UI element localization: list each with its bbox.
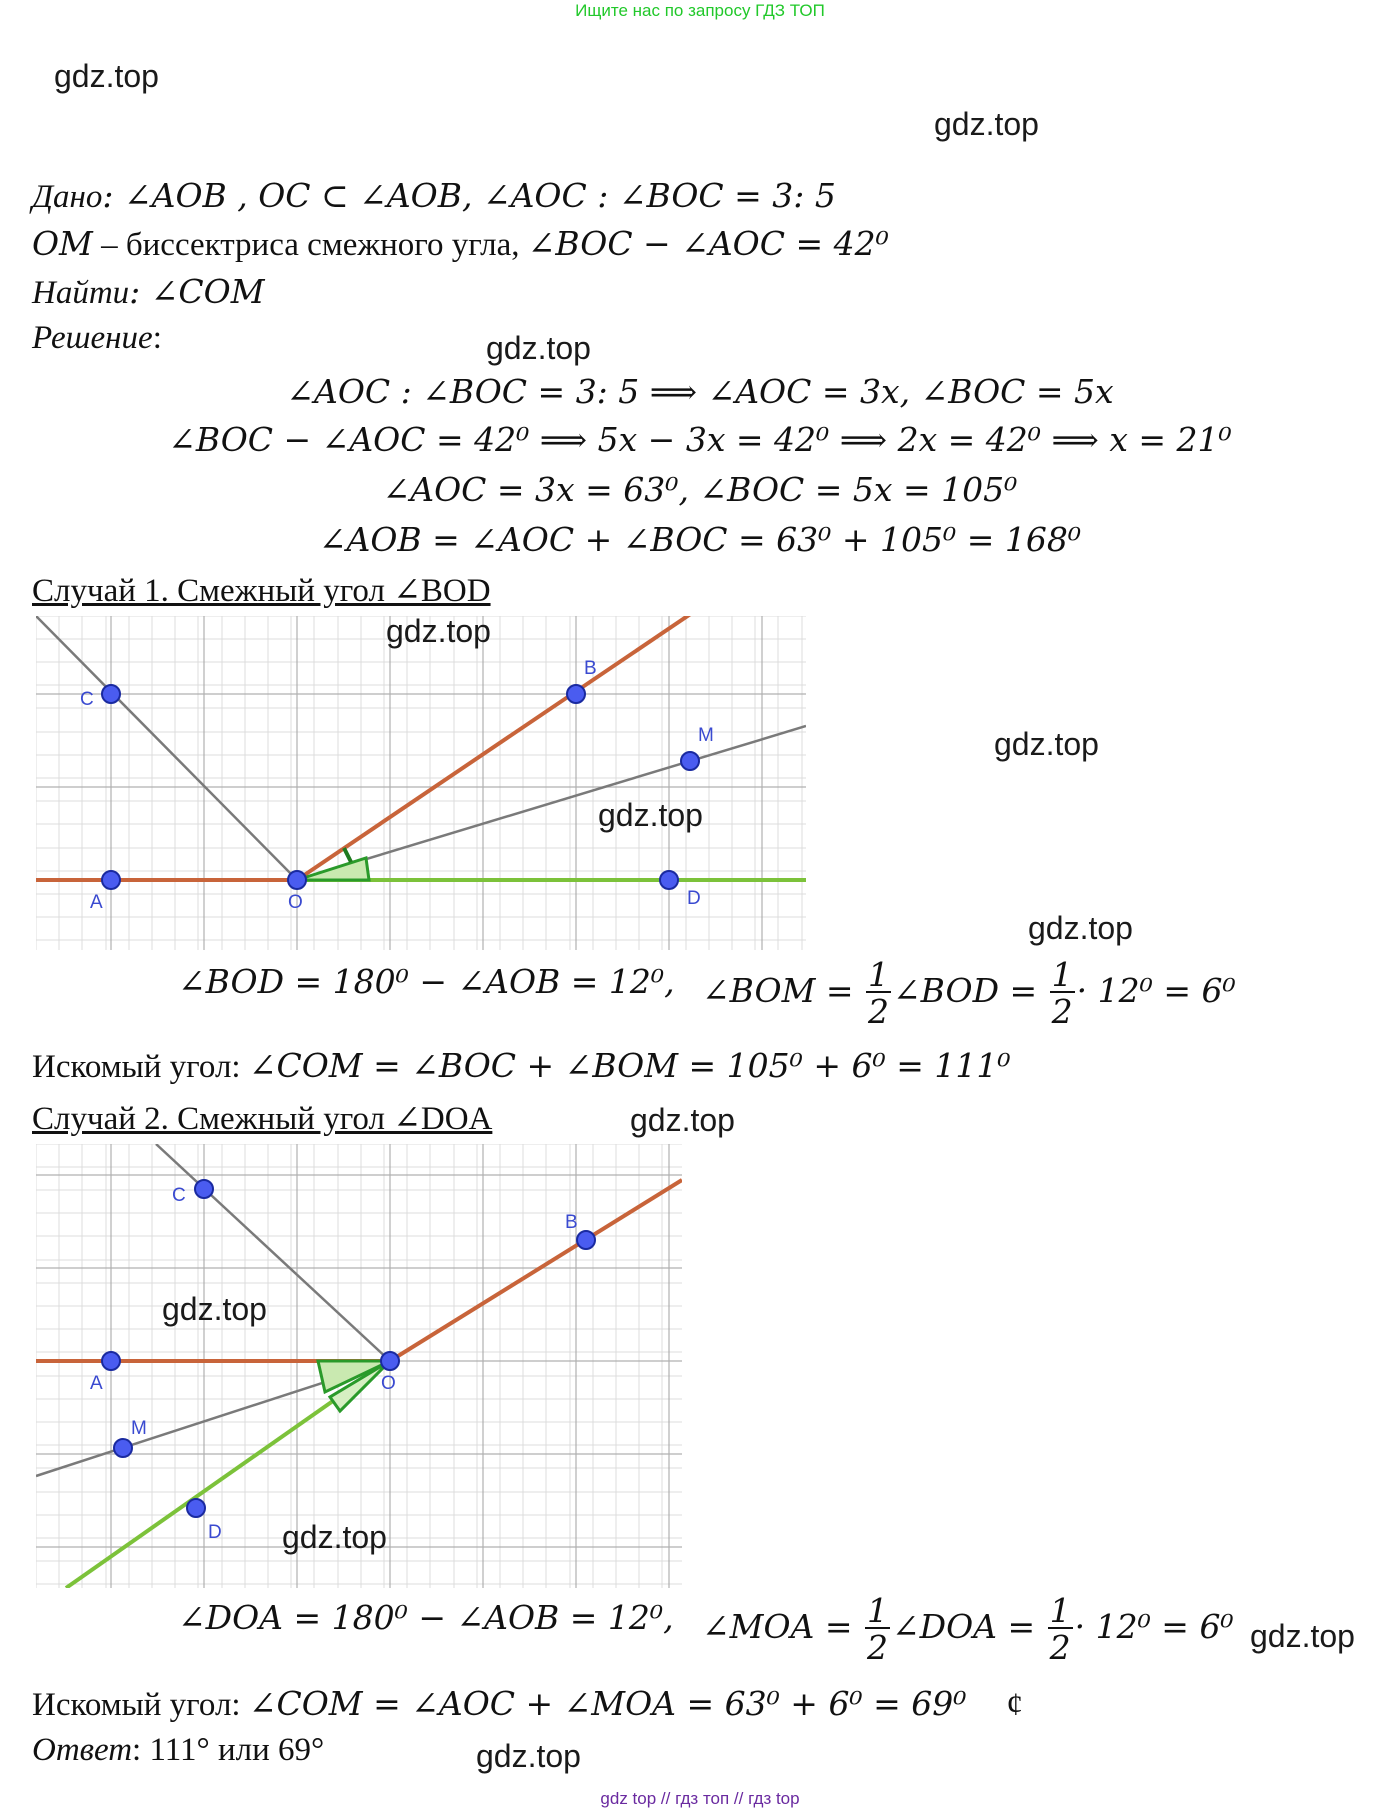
find-line	[32, 272, 265, 312]
equation-2: ∠BOC − ∠AOC = 42⁰ ⟹ 5x − 3x = 42⁰ ⟹ 2x = 42⁰ ⟹ x = 21⁰	[168, 420, 1232, 459]
case1-equation-a: ∠BOD = 180⁰ − ∠AOB = 12⁰,	[178, 962, 675, 1001]
case1-bom: ∠BOM =	[702, 971, 854, 1010]
label-C: C	[80, 689, 94, 710]
given-line-2	[32, 224, 889, 264]
case1-equation-b	[702, 955, 1236, 1031]
label-M: M	[131, 1418, 147, 1439]
ray-OC	[36, 616, 297, 880]
equation-3: ∠AOC = 3x = 63⁰, ∠BOC = 5x = 105⁰	[382, 470, 1018, 509]
label-M: M	[698, 725, 714, 746]
find-label: Найти	[32, 275, 130, 311]
case2-heading: Случай 2. Смежный угол ∠DOA	[32, 1101, 493, 1137]
solution-label: Решение	[32, 320, 153, 356]
case1-result: ∠COM = ∠BOC + ∠BOM = 105⁰ + 6⁰ = 111⁰	[248, 1046, 1011, 1085]
find-value: : ∠COM	[129, 272, 265, 311]
ray-OB	[297, 616, 692, 880]
case1-result-small: · 12⁰ = 6⁰	[1076, 971, 1236, 1010]
given-line-1	[32, 176, 836, 216]
watermark: gdz.top	[386, 616, 491, 649]
point-B[interactable]	[577, 1231, 595, 1249]
point-B[interactable]	[567, 685, 585, 703]
ray-OB	[390, 1180, 682, 1361]
label-B: B	[565, 1212, 578, 1233]
watermark: gdz.top	[598, 797, 703, 833]
watermark: gdz.top	[282, 1519, 387, 1555]
given-label: Дано	[32, 179, 103, 215]
label-D: D	[687, 888, 701, 909]
case1-fraction-2: $\frac{1}{2}$	[1051, 955, 1073, 1031]
point-A[interactable]	[102, 871, 120, 889]
equation-4: ∠AOB = ∠AOC + ∠BOC = 63⁰ + 105⁰ = 168⁰	[318, 520, 1082, 559]
point-C[interactable]	[195, 1180, 213, 1198]
case2-result-label: Искомый угол:	[32, 1687, 249, 1723]
case1-result-label: Искомый угол:	[32, 1049, 249, 1085]
angle-difference: ∠BOC − ∠AOC = 42⁰	[527, 224, 889, 263]
point-D[interactable]	[660, 871, 678, 889]
point-M[interactable]	[681, 752, 699, 770]
case1-fraction-1: $\frac{1}{2}$	[868, 955, 889, 1031]
answer-value: : 111° или 69°	[132, 1732, 325, 1768]
case2-result-line	[32, 1684, 1023, 1724]
solution-label-line	[32, 320, 162, 357]
case2-result: ∠COM = ∠AOC + ∠MOA = 63⁰ + 6⁰ = 69⁰	[248, 1684, 967, 1723]
label-O: O	[381, 1373, 396, 1394]
label-C: C	[172, 1185, 186, 1206]
angle-marker-MOD	[297, 858, 369, 880]
ray-OM	[297, 726, 806, 880]
point-O[interactable]	[288, 871, 306, 889]
case2-result-small: · 12⁰ = 6⁰	[1074, 1607, 1234, 1646]
point-D[interactable]	[187, 1499, 205, 1517]
case1-figure	[36, 616, 806, 950]
watermark: gdz.top	[630, 1102, 735, 1138]
watermark: gdz.top	[994, 726, 1099, 762]
point-M[interactable]	[114, 1439, 132, 1457]
watermark: gdz.top	[476, 1738, 581, 1774]
case2-fraction-2: $\frac{1}{2}$	[1049, 1591, 1071, 1667]
footer: gdz top // гдз топ // гдз top	[600, 1789, 800, 1808]
case2-equation-b	[702, 1591, 1234, 1667]
label-D: D	[208, 1522, 222, 1543]
case2-fraction-1: $\frac{1}{2}$	[866, 1591, 888, 1667]
solution-colon: :	[152, 320, 162, 356]
top-banner: Ищите нас по запросу ГДЗ ТОП	[575, 1, 825, 20]
case1-heading: Случай 1. Смежный угол ∠BOD	[32, 573, 491, 609]
label-B: B	[584, 658, 597, 679]
equation-1: ∠AOC : ∠BOC = 3: 5 ⟹ ∠AOC = 3x, ∠BOC = 5x	[286, 372, 1114, 411]
point-O[interactable]	[381, 1352, 399, 1370]
watermark: gdz.top	[1028, 910, 1133, 946]
answer-label: Ответ	[32, 1732, 133, 1768]
bisector-text: – биссектриса смежного угла,	[92, 227, 528, 263]
angle-marker-BOM	[344, 848, 351, 862]
ray-OC	[156, 1144, 390, 1361]
watermark: gdz.top	[162, 1291, 267, 1327]
case2-figure	[36, 1144, 682, 1588]
watermark: gdz.top	[1250, 1618, 1355, 1654]
case1-bod: ∠BOD =	[893, 971, 1038, 1010]
answer-line	[32, 1732, 324, 1769]
given-conditions: : ∠AOB , OC ⊂ ∠AOB, ∠AOC : ∠BOC = 3: 5	[102, 176, 836, 215]
case2-trail: ¢	[1006, 1687, 1024, 1723]
case1-result-line	[32, 1046, 1011, 1086]
label-A: A	[90, 1373, 103, 1394]
point-A[interactable]	[102, 1352, 120, 1370]
case2-equation-a: ∠DOA = 180⁰ − ∠AOB = 12⁰,	[178, 1598, 674, 1637]
case2-moa: ∠MOA =	[702, 1607, 853, 1646]
case2-doa: ∠DOA =	[891, 1607, 1036, 1646]
point-C[interactable]	[102, 685, 120, 703]
watermark: gdz.top	[934, 106, 1039, 142]
watermark: gdz.top	[486, 330, 591, 366]
label-A: A	[90, 892, 103, 913]
watermark: gdz.top	[54, 58, 159, 94]
label-O: O	[288, 892, 303, 913]
bisector-symbol: OM	[32, 224, 93, 263]
